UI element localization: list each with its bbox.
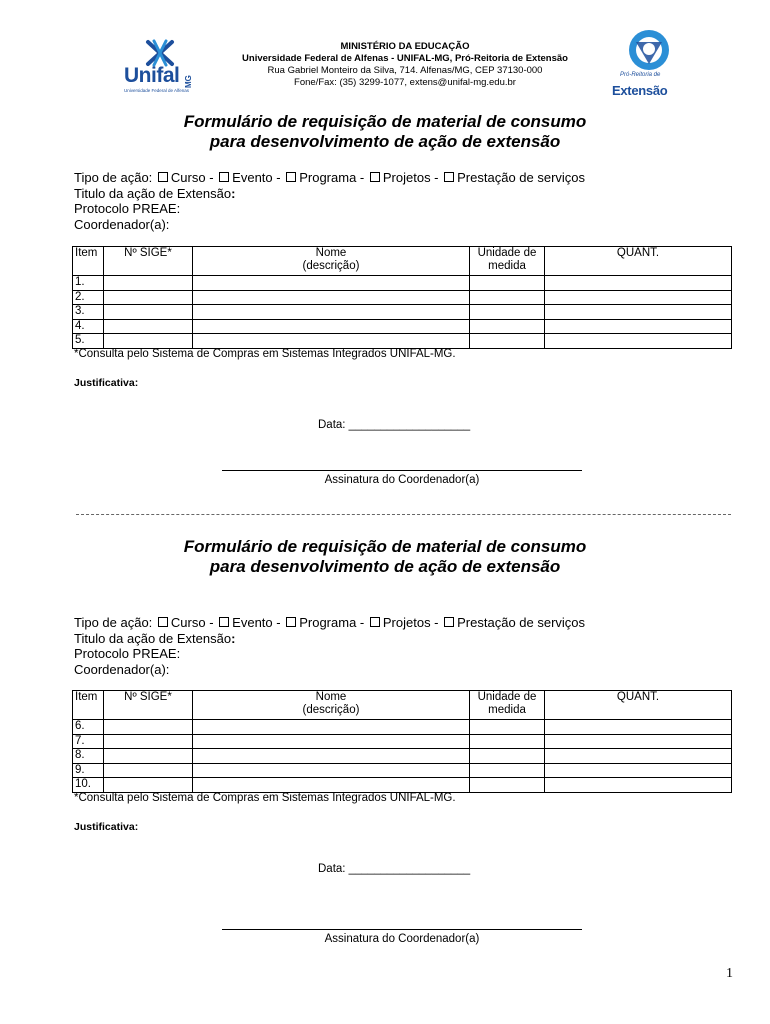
row-number: 6. [73,720,104,735]
col-descricao-label: (descrição) [302,704,360,716]
form-title-line2: para desenvolvimento de ação de extensão [209,557,561,576]
proex-subtitle: Pró-Reitoria de [620,72,661,78]
titulo-acao-row[interactable] [74,186,585,202]
unidade-cell[interactable] [470,778,545,793]
col-nome-header [193,247,470,276]
unidade-cell[interactable] [470,749,545,764]
contact-line: Fone/Fax: (35) 3299-1077, extens@unifal-mg.edu.br [294,77,516,88]
table-row [73,334,732,349]
tipo-acao-row [74,615,585,631]
signature-label: Assinatura do Coordenador(a) [324,933,480,945]
table-row [73,749,732,764]
quant-cell[interactable] [545,763,732,778]
titulo-acao-row[interactable] [74,631,585,647]
evento-checkbox[interactable] [219,617,229,627]
nome-cell[interactable] [193,334,470,349]
tipo-acao-label: Tipo de ação: [74,170,153,185]
col-quant-header: QUANT. [545,691,732,720]
page-number: 1 [726,966,733,981]
col-unidade-label: Unidade de [477,691,537,703]
projetos-checkbox[interactable] [370,617,380,627]
form-title-line2: para desenvolvimento de ação de extensão [209,132,561,151]
row-number: 5. [73,334,104,349]
quant-cell[interactable] [545,734,732,749]
quant-cell[interactable] [545,749,732,764]
table-header-row [73,247,732,276]
curso-checkbox[interactable] [158,172,168,182]
titulo-colon: : [231,630,236,646]
prestacao-checkbox[interactable] [444,172,454,182]
table-row [73,763,732,778]
unidade-cell[interactable] [470,734,545,749]
coordenador-row[interactable]: Coordenador(a): [74,216,170,232]
titulo-acao-label: Titulo da ação de Extensão [74,630,232,646]
col-item-header: Item [73,247,104,276]
nome-cell[interactable] [193,734,470,749]
nome-cell[interactable] [193,720,470,735]
col-unidade-header [470,247,545,276]
form-title-line1: Formulário de requisição de material de consumo [183,112,587,131]
unidade-cell[interactable] [470,305,545,320]
quant-cell[interactable] [545,290,732,305]
evento-checkbox[interactable] [219,172,229,182]
col-descricao-label: (descrição) [302,260,360,272]
table-row [73,734,732,749]
tipo-acao-label: Tipo de ação: [74,615,153,630]
sige-cell[interactable] [104,734,193,749]
quant-cell[interactable] [545,305,732,320]
col-sige-header: Nº SIGE* [104,247,193,276]
curso-label: Curso - [170,615,214,630]
table-header-row [73,691,732,720]
protocolo-row[interactable]: Protocolo PREAE: [74,201,181,216]
quant-cell[interactable] [545,319,732,334]
justificativa-label[interactable]: Justificativa: [74,821,139,833]
proex-logo [612,28,688,98]
items-table [72,690,732,793]
sige-cell[interactable] [104,305,193,320]
col-sige-header: Nº SIGE* [104,691,193,720]
evento-label: Evento - [232,170,281,185]
projetos-label: Projetos - [382,615,439,630]
table-row [73,290,732,305]
row-number: 10. [73,778,104,793]
sige-note: *Consulta pelo Sistema de Compras em Sistemas Integrados UNIFAL-MG. [74,348,456,360]
row-number: 4. [73,319,104,334]
signature-label: Assinatura do Coordenador(a) [324,474,480,486]
table-row [73,720,732,735]
row-number: 3. [73,305,104,320]
unidade-cell[interactable] [470,720,545,735]
curso-label: Curso - [170,170,214,185]
form-title-line1: Formulário de requisição de material de consumo [183,537,587,556]
unidade-cell[interactable] [470,290,545,305]
coordenador-row[interactable]: Coordenador(a): [74,661,170,677]
form-fields [74,615,585,677]
signature-line [222,470,582,471]
sige-cell[interactable] [104,290,193,305]
table-row [73,276,732,291]
row-number: 1. [73,276,104,291]
curso-checkbox[interactable] [158,617,168,627]
row-number: 8. [73,749,104,764]
col-unidade-header [470,691,545,720]
nome-cell[interactable] [193,749,470,764]
projetos-checkbox[interactable] [370,172,380,182]
table-row [73,319,732,334]
col-medida-label: medida [488,704,526,716]
unidade-cell[interactable] [470,319,545,334]
nome-cell[interactable] [193,763,470,778]
quant-cell[interactable] [545,720,732,735]
col-medida-label: medida [488,260,526,272]
protocolo-row[interactable]: Protocolo PREAE: [74,646,181,661]
sige-cell[interactable] [104,319,193,334]
nome-cell[interactable] [193,276,470,291]
form-title [0,112,770,152]
evento-label: Evento - [232,615,281,630]
unidade-cell[interactable] [470,334,545,349]
col-unidade-label: Unidade de [477,247,537,259]
programa-checkbox[interactable] [286,617,296,627]
col-quant-header: QUANT. [545,247,732,276]
nome-cell[interactable] [193,305,470,320]
sige-cell[interactable] [104,276,193,291]
row-number: 9. [73,763,104,778]
proex-wordmark: Extensão [612,83,668,98]
col-item-header: Item [73,691,104,720]
titulo-colon: : [231,185,236,201]
logo-wordmark: Unifal [124,64,180,87]
nome-cell[interactable] [193,290,470,305]
prestacao-checkbox[interactable] [444,617,454,627]
sige-cell[interactable] [104,763,193,778]
sige-note: *Consulta pelo Sistema de Compras em Sistemas Integrados UNIFAL-MG. [74,792,456,804]
unidade-cell[interactable] [470,763,545,778]
justificativa-label[interactable]: Justificativa: [74,377,139,389]
items-table [72,246,732,349]
letterhead-text [200,41,610,89]
titulo-acao-label: Titulo da ação de Extensão [74,185,232,201]
programa-label: Programa - [299,615,365,630]
col-nome-label: Nome [315,247,347,259]
programa-label: Programa - [299,170,365,185]
address-line: Rua Gabriel Monteiro da Silva, 714. Alfenas/MG, CEP 37130-000 [267,65,543,76]
signature-line [222,929,582,930]
ministry-line: MINISTÉRIO DA EDUCAÇÃO [340,41,470,52]
university-line: Universidade Federal de Alfenas - UNIFAL-MG, Pró-Reitoria de Extensão [242,53,568,64]
projetos-label: Projetos - [382,170,439,185]
programa-checkbox[interactable] [286,172,296,182]
prestacao-label: Prestação de serviços [457,615,586,630]
data-field[interactable]: Data: ___________________ [318,419,471,431]
unidade-cell[interactable] [470,276,545,291]
prestacao-label: Prestação de serviços [457,170,586,185]
quant-cell[interactable] [545,276,732,291]
tipo-acao-row [74,170,585,186]
table-row [73,778,732,793]
sige-cell[interactable] [104,334,193,349]
table-row [73,305,732,320]
cut-line-divider [76,514,731,515]
quant-cell[interactable] [545,334,732,349]
proex-emblem-icon [626,28,672,72]
form-fields [74,170,585,232]
nome-cell[interactable] [193,778,470,793]
form-title [0,537,770,577]
unifal-logo [120,38,198,96]
col-nome-header [193,691,470,720]
logo-subtitle: Universidade Federal de Alfenas [124,88,190,93]
letterhead [0,0,770,100]
row-number: 2. [73,290,104,305]
sige-cell[interactable] [104,778,193,793]
sige-cell[interactable] [104,749,193,764]
col-nome-label: Nome [315,691,347,703]
nome-cell[interactable] [193,319,470,334]
row-number: 7. [73,734,104,749]
data-field[interactable]: Data: ___________________ [318,863,471,875]
sige-cell[interactable] [104,720,193,735]
quant-cell[interactable] [545,778,732,793]
logo-mg-tag: MG [184,75,193,88]
